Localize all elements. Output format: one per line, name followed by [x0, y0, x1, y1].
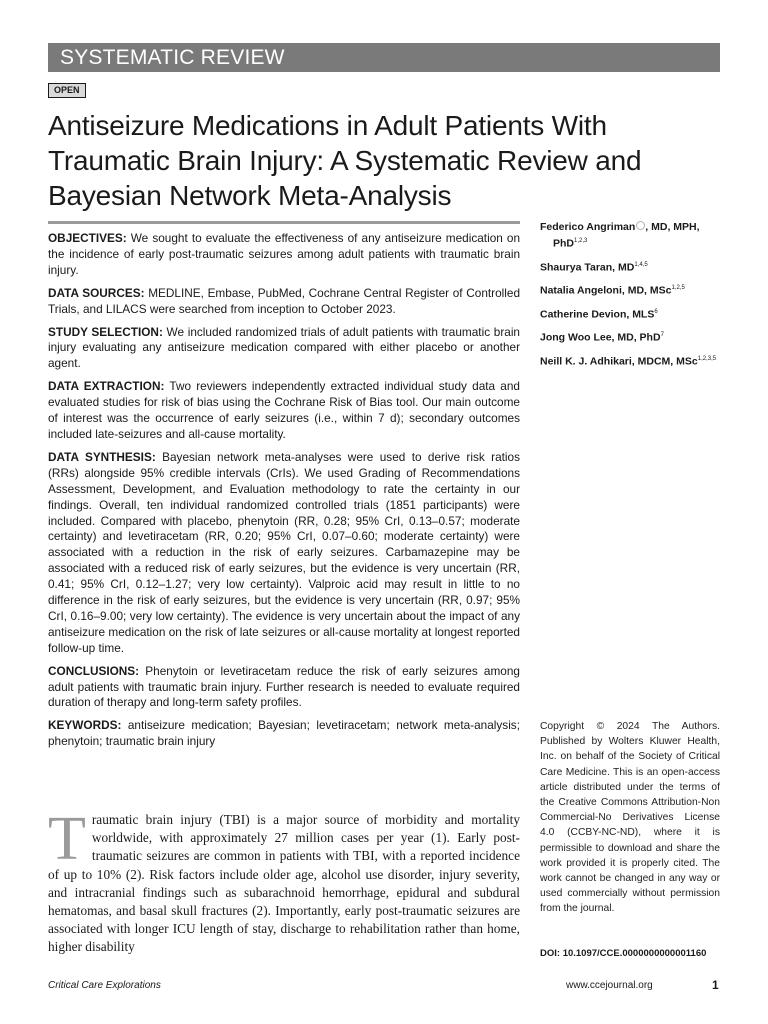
- author-item: [540, 328, 730, 345]
- doi-link[interactable]: DOI: 10.1097/CCE.0000000000001160: [540, 948, 707, 959]
- author-item: [540, 281, 730, 298]
- author-name: Jong Woo Lee, MD, PhD: [540, 331, 661, 344]
- study-selection-text: We included randomized trials of adult patients with traumatic brain injury evaluating any antiseizure medication compared with either placebo or another agent.: [48, 324, 520, 371]
- introduction-paragraph: [48, 805, 520, 957]
- conclusions-text: Phenytoin or levetiracetam reduce the risk of early seizures among adult patients with traumatic brain injury. Further research is needed to evaluate required duration of therapy and long-term safety profiles.: [48, 663, 520, 710]
- introduction-text: raumatic brain injury (TBI) is a major source of morbidity and mortality worldwide, with approximately 27 million cases per year (1). Early post-traumatic seizures are common in patients with TBI, with a reported incidence of up to 10% (2). Risk factors include older age, alcohol use disorder, injury severity, and intracranial findings such as subarachnoid hemorrhage, epidural and subdural hematomas, and basal skull fractures (2). Importantly, early post-traumatic seizures are associated with longer ICU length of stay, discharge to rehabilitation rather than home, higher disability: [48, 812, 520, 955]
- author-name: Neill K. J. Adhikari, MDCM, MSc: [540, 355, 698, 367]
- keywords-text: antiseizure medication; Bayesian; levetiracetam; network meta-analysis; phenytoin; traumatic brain injury: [48, 718, 520, 749]
- section-label: SYSTEMATIC REVIEW: [60, 46, 285, 69]
- author-name: Federico Angriman: [540, 221, 636, 233]
- data-sources-label: DATA SOURCES:: [48, 285, 145, 300]
- section-banner: [48, 43, 720, 72]
- drop-cap: T: [48, 805, 86, 873]
- journal-url[interactable]: www.ccejournal.org: [566, 980, 653, 991]
- abstract-data-synthesis: [48, 450, 520, 657]
- author-affiliation: 1,2,5: [671, 285, 685, 291]
- abstract-data-sources: [48, 286, 520, 318]
- author-name: Natalia Angeloni, MD, MSc: [540, 284, 672, 297]
- copyright-notice: Copyright © 2024 The Authors. Published by Wolters Kluwer Health, Inc. on behalf of the Society of Critical Care Medicine. This is an open-access article distributed under the terms of the Creative Commons Attribution-Non Commercial-No Derivatives License 4.0 (CCBY-NC-ND), where it is permissible to download and share the work provided it is properly cited. The work cannot be changed in any way or used commercially without permission from the journal.: [540, 721, 720, 915]
- author-degrees: , MD, MPH, PhD: [553, 221, 700, 250]
- abstract: [48, 231, 520, 757]
- data-sources-text: MEDLINE, Embase, PubMed, Cochrane Central Register of Controlled Trials, and LILACS were searched from inception to October 2023.: [48, 285, 521, 316]
- author-affiliation: 7: [660, 332, 664, 338]
- author-affiliation: 1,2,3,5: [697, 355, 717, 362]
- data-extraction-text: Two reviewers independently extracted individual study data and evaluated studies for risk of bias using the Cochrane Risk of Bias tool. Our main outcome of interest was the occurrence of early seizures (i.e., within 7 d); secondary outcomes included late-seizures and all-cause mortality.: [48, 379, 520, 441]
- author-name: Shaurya Taran, MD: [540, 261, 635, 273]
- abstract-objectives: [48, 231, 520, 279]
- author-name: Catherine Devion, MLS: [540, 308, 655, 320]
- author-list: [540, 220, 730, 375]
- abstract-data-extraction: [48, 379, 520, 443]
- author-affiliation: 1,2,3: [574, 238, 588, 244]
- abstract-conclusions: [48, 664, 520, 712]
- author-item: [540, 305, 730, 322]
- orcid-icon[interactable]: [636, 221, 645, 230]
- page-number: 1: [712, 978, 719, 992]
- journal-name: Critical Care Explorations: [48, 980, 161, 991]
- article-title: Antiseizure Medications in Adult Patients With Traumatic Brain Injury: A Systematic Review and Bayesian Network Meta-Analysis: [48, 110, 642, 211]
- objectives-label: OBJECTIVES:: [48, 231, 127, 245]
- abstract-keywords: [48, 718, 520, 750]
- author-item: [540, 220, 730, 251]
- open-access-badge: OPEN: [48, 83, 86, 98]
- abstract-study-selection: [48, 325, 520, 373]
- conclusions-label: CONCLUSIONS:: [48, 663, 140, 678]
- author-item: [540, 352, 730, 369]
- abstract-divider: [48, 221, 520, 224]
- data-synthesis-text: Bayesian network meta-analyses were used to derive risk ratios (RRs) alongside 95% credible intervals (CrIs). We used Grading of Recommendations Assessment, Development, and Evaluation methodology to rate the certainty in our findings. Overall, ten individual randomized controlled trials (1851 participants) were included. Compared with placebo, phenytoin (RR, 0.28; 95% CrI, 0.13–0.57; moderate certainty) and levetiracetam (RR, 0.20; 95% CrI, 0.07–0.60; moderate certainty) were associated with a reduction in the risk of early seizures. Carbamazepine may be associated with a reduced risk of early seizures, but the evidence is very uncertain (RR, 0.41; 95% CrI, 0.12–1.27; very low certainty). Valproic acid may result in little to no difference in the risk of early seizures, but the evidence is very uncertain (RR, 0.97; 95% CrI, 0.16–9.00; very low certainty). The evidence is very uncertain about the impact of any antiseizure medication on the risk of late seizures or all-cause mortality at longest reported follow-up time.: [48, 449, 520, 655]
- data-extraction-label: DATA EXTRACTION:: [48, 379, 165, 394]
- study-selection-label: STUDY SELECTION:: [48, 324, 163, 339]
- keywords-label: KEYWORDS:: [48, 718, 122, 733]
- data-synthesis-label: DATA SYNTHESIS:: [48, 449, 156, 464]
- author-item: [540, 258, 730, 275]
- author-affiliation: 6: [654, 308, 658, 315]
- author-affiliation: 1,4,5: [634, 261, 648, 268]
- objectives-text: We sought to evaluate the effectiveness of any antiseizure medication on the incidence of early post-traumatic seizures among adult patients with traumatic brain injury.: [48, 231, 521, 277]
